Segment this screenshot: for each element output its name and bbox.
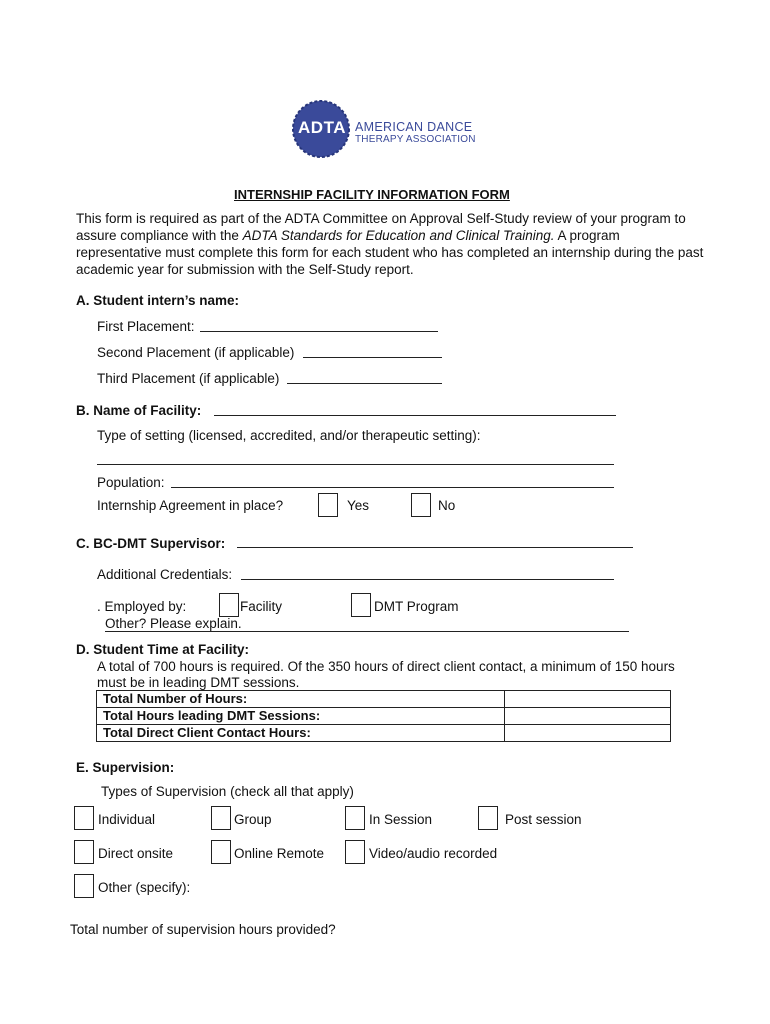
individual-label: Individual xyxy=(98,812,156,827)
facility-name-field[interactable] xyxy=(214,415,616,416)
hours-table xyxy=(96,690,671,742)
employed-facility-label: Facility xyxy=(240,599,283,614)
group-checkbox[interactable] xyxy=(211,806,231,830)
logo-line2: THERAPY ASSOCIATION xyxy=(355,134,476,145)
table-row xyxy=(97,725,671,742)
individual-checkbox[interactable] xyxy=(74,806,94,830)
form-title: INTERNSHIP FACILITY INFORMATION FORM xyxy=(234,187,510,202)
logo-line1: AMERICAN DANCE xyxy=(355,120,473,134)
logo-mark-text: ADTA xyxy=(298,118,346,137)
section-b-heading: B. Name of Facility: xyxy=(76,403,202,418)
in-session-label: In Session xyxy=(369,812,433,827)
other-explain-field[interactable] xyxy=(105,631,629,632)
intro-line-2a: assure compliance with the xyxy=(76,228,243,243)
post-session-label: Post session xyxy=(505,812,582,827)
other-supervision-checkbox[interactable] xyxy=(74,874,94,898)
other-supervision-label: Other (specify): xyxy=(98,880,191,895)
intro-line-3: representative must complete this form for each student who has completed an internship during the past xyxy=(76,245,704,260)
table-row xyxy=(97,708,671,725)
hours-row-label: Total Hours leading DMT Sessions: xyxy=(97,708,505,725)
section-a-heading: A. Student intern’s name: xyxy=(76,293,240,308)
employed-dmt-program-checkbox[interactable] xyxy=(351,593,371,617)
in-session-checkbox[interactable] xyxy=(345,806,365,830)
online-remote-label: Online Remote xyxy=(234,846,325,861)
hours-requirement-line-2: must be in leading DMT sessions. xyxy=(97,675,300,690)
population-field[interactable] xyxy=(171,487,614,488)
hours-requirement-line-1: A total of 700 hours is required. Of the 350 hours of direct client contact, a minimum of 150 hours xyxy=(97,659,675,674)
video-audio-label: Video/audio recorded xyxy=(369,846,498,861)
credentials-field[interactable] xyxy=(241,579,614,580)
table-row xyxy=(97,691,671,708)
intro-line-1: This form is required as part of the ADTA Committee on Approval Self-Study review of your program to xyxy=(76,211,686,226)
hours-row-label: Total Direct Client Contact Hours: xyxy=(97,725,505,742)
agreement-yes-label: Yes xyxy=(347,498,370,513)
agreement-no-label: No xyxy=(438,498,456,513)
supervision-types-label: Types of Supervision (check all that apply) xyxy=(101,784,354,799)
agreement-yes-checkbox[interactable] xyxy=(318,493,338,517)
section-d-heading: D. Student Time at Facility: xyxy=(76,642,250,657)
agreement-no-checkbox[interactable] xyxy=(411,493,431,517)
intro-line-2 xyxy=(76,227,620,244)
intro-line-2c: A program xyxy=(554,228,620,243)
setting-type-label: Type of setting (licensed, accredited, and/or therapeutic setting): xyxy=(97,428,481,443)
setting-type-field[interactable] xyxy=(97,464,614,465)
total-hours-input[interactable] xyxy=(505,691,671,708)
post-session-checkbox[interactable] xyxy=(478,806,498,830)
client-contact-hours-input[interactable] xyxy=(505,725,671,742)
group-label: Group xyxy=(234,812,272,827)
employed-dmt-program-label: DMT Program xyxy=(374,599,459,614)
first-placement-field[interactable] xyxy=(200,331,438,332)
population-label: Population: xyxy=(97,475,165,490)
dmt-session-hours-input[interactable] xyxy=(505,708,671,725)
online-remote-checkbox[interactable] xyxy=(211,840,231,864)
section-e-heading: E. Supervision: xyxy=(76,760,175,775)
standards-title: ADTA Standards for Education and Clinical Training. xyxy=(242,228,555,243)
supervisor-field[interactable] xyxy=(237,547,633,548)
hours-row-label: Total Number of Hours: xyxy=(97,691,505,708)
total-supervision-hours-label: Total number of supervision hours provided? xyxy=(70,922,336,937)
third-placement-field[interactable] xyxy=(287,383,442,384)
intro-line-4: academic year for submission with the Self-Study report. xyxy=(76,262,414,277)
employed-by-label: . Employed by: xyxy=(97,599,187,614)
employed-facility-checkbox[interactable] xyxy=(219,593,239,617)
video-audio-checkbox[interactable] xyxy=(345,840,365,864)
credentials-label: Additional Credentials: xyxy=(97,567,233,582)
agreement-label: Internship Agreement in place? xyxy=(97,498,284,513)
second-placement-label: Second Placement (if applicable) xyxy=(97,345,295,360)
second-placement-field[interactable] xyxy=(303,357,442,358)
adta-logo xyxy=(292,100,482,158)
first-placement-label: First Placement: xyxy=(97,319,195,334)
section-c-heading: C. BC-DMT Supervisor: xyxy=(76,536,226,551)
other-explain-label: Other? Please explain. xyxy=(105,616,242,631)
direct-onsite-label: Direct onsite xyxy=(98,846,174,861)
third-placement-label: Third Placement (if applicable) xyxy=(97,371,280,386)
direct-onsite-checkbox[interactable] xyxy=(74,840,94,864)
